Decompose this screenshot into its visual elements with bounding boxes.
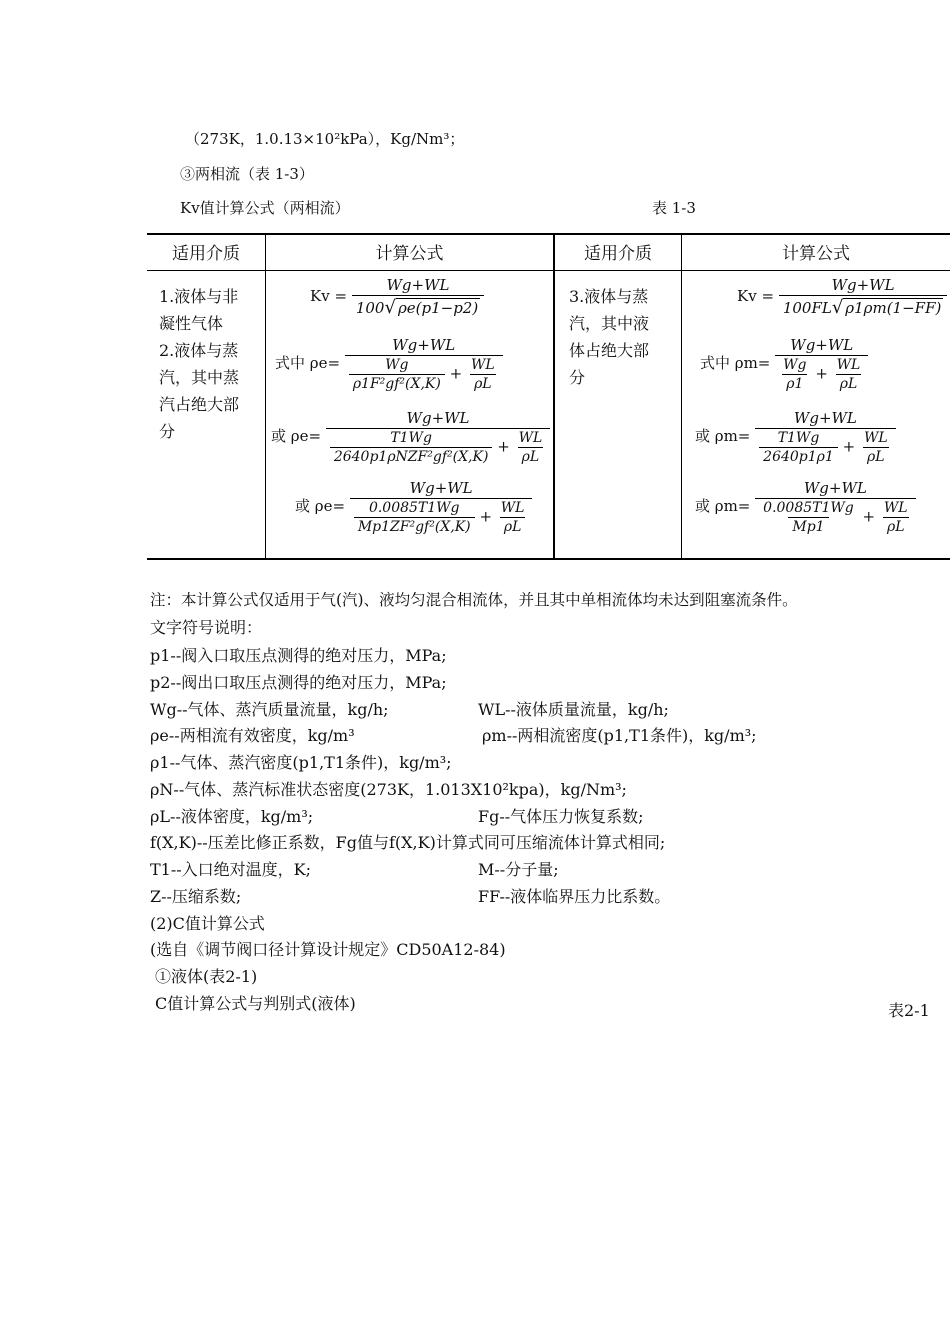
section-c-source: (选自《调节阀口径计算设计规定》CD50A12-84) <box>150 940 506 959</box>
kv-formula-right: Kv = $\frac{Wg+WL}{100FL√ \rho 1\rho m(1-FF)}$ <box>737 276 947 318</box>
kv-formula-left: Kv = $\frac{Wg+WL}{100√ \rho e(p1-p2)}$ <box>310 276 484 318</box>
note-t1: T1--入口绝对温度，K; <box>150 860 312 879</box>
table-2-1-number: 表2-1 <box>888 1001 930 1020</box>
table-top-rule <box>147 233 950 235</box>
rho-e-formula-2: 或 ρe= Wg+WL $\frac{T1Wg}{\text{2640p1ρNZF²gf²(X,K)}}$ + $\frac{WL}{\rho L}$ <box>271 409 550 465</box>
note-rho-m: ρm--两相流密度(p1,T1条件)，kg/m³; <box>482 726 757 745</box>
note-m: M--分子量; <box>478 860 559 879</box>
header-medium-right: 适用介质 <box>584 244 652 264</box>
rho-e-formula-3: 或 ρe= Wg+WL $\frac{0.0085T1Wg}{\text{Mp1ZF²gf²(X,K)}}$ + $\frac{WL}{\rho L}$ <box>295 479 532 535</box>
note-z: Z--压缩系数; <box>150 887 242 906</box>
note-wg: Wg--气体、蒸汽质量流量，kg/h; <box>150 700 389 719</box>
header-medium-left: 适用介质 <box>172 244 240 264</box>
note-fxk: f(X,K)--压差比修正系数，Fg值与f(X,K)计算式同可压缩流体计算式相同; <box>150 833 666 852</box>
note-rho-l: ρL--液体密度，kg/m³; <box>150 807 314 826</box>
rho-m-formula-3: 或 ρm= Wg+WL $\frac{0.0085T1Wg}{Mp1}$ + $\frac{WL}{\rho L}$ <box>695 479 916 535</box>
table-header-rule <box>147 270 950 271</box>
medium-left-text: 1.液体与非 凝性气体 2.液体与蒸 汽，其中蒸 汽占绝大部 分 <box>159 287 240 441</box>
note-rho-e: ρe--两相流有效密度，kg/m³ <box>150 726 355 745</box>
table-2-1-caption: C值计算公式与判别式(液体) <box>155 994 356 1013</box>
section-c-value: (2)C值计算公式 <box>150 914 265 933</box>
rho-m-formula-2: 或 ρm= Wg+WL $\frac{T1Wg}{2640p1\rho 1}$ + $\frac{WL}{\rho L}$ <box>695 409 896 465</box>
intro-line-1: （273K，1.0.13×10²kPa），Kg/Nm³； <box>185 130 465 148</box>
sqrt-icon: √ <box>384 297 396 318</box>
header-formula-right: 计算公式 <box>782 244 850 264</box>
table-caption: Kv值计算公式（两相流） <box>180 199 350 217</box>
table-bottom-rule <box>147 558 950 560</box>
note-p1: p1--阀入口取压点测得的绝对压力，MPa; <box>150 646 447 665</box>
table-number: 表 1-3 <box>652 199 696 217</box>
table-col-rule-1 <box>265 233 266 560</box>
rho-m-formula-1: 式中 ρm= Wg+WL $\frac{Wg}{\rho 1}$ + $\frac{WL}{\rho L}$ <box>700 336 868 392</box>
section-liquid: ①液体(表2-1) <box>155 967 258 986</box>
table-col-rule-3 <box>681 233 682 560</box>
section-heading-two-phase: ③两相流（表 1-3） <box>180 165 314 183</box>
note-fg: Fg--气体压力恢复系数; <box>478 807 644 826</box>
medium-right-text: 3.液体与蒸 汽，其中液 体占绝大部 分 <box>569 287 650 387</box>
kv-two-phase-table <box>147 233 950 560</box>
note-rho-n: ρN--气体、蒸汽标准状态密度(273K，1.013X10²kpa)，kg/Nm³; <box>150 780 627 799</box>
table-col-rule-2 <box>553 233 555 560</box>
header-formula-left: 计算公式 <box>375 244 444 264</box>
note-ff: FF--液体临界压力比系数。 <box>478 887 671 906</box>
rho-e-formula-1: 式中 ρe= Wg+WL $\frac{Wg}{\text{ρ1F²gf²(X,K)}}$ + $\frac{WL}{\rho L}$ <box>275 336 503 392</box>
note-rho1: ρ1--气体、蒸汽密度(p1,T1条件)，kg/m³; <box>150 753 452 772</box>
note-symbols-heading: 文字符号说明： <box>150 618 263 637</box>
note-wl: WL--液体质量流量，kg/h; <box>478 700 669 719</box>
sqrt-icon: √ <box>831 297 844 318</box>
note-applicability: 注：本计算公式仅适用于气(汽)、液均匀混合相流体，并且其中单相流体均未达到阻塞流条件。 <box>150 591 798 609</box>
note-p2: p2--阀出口取压点测得的绝对压力，MPa; <box>150 673 447 692</box>
